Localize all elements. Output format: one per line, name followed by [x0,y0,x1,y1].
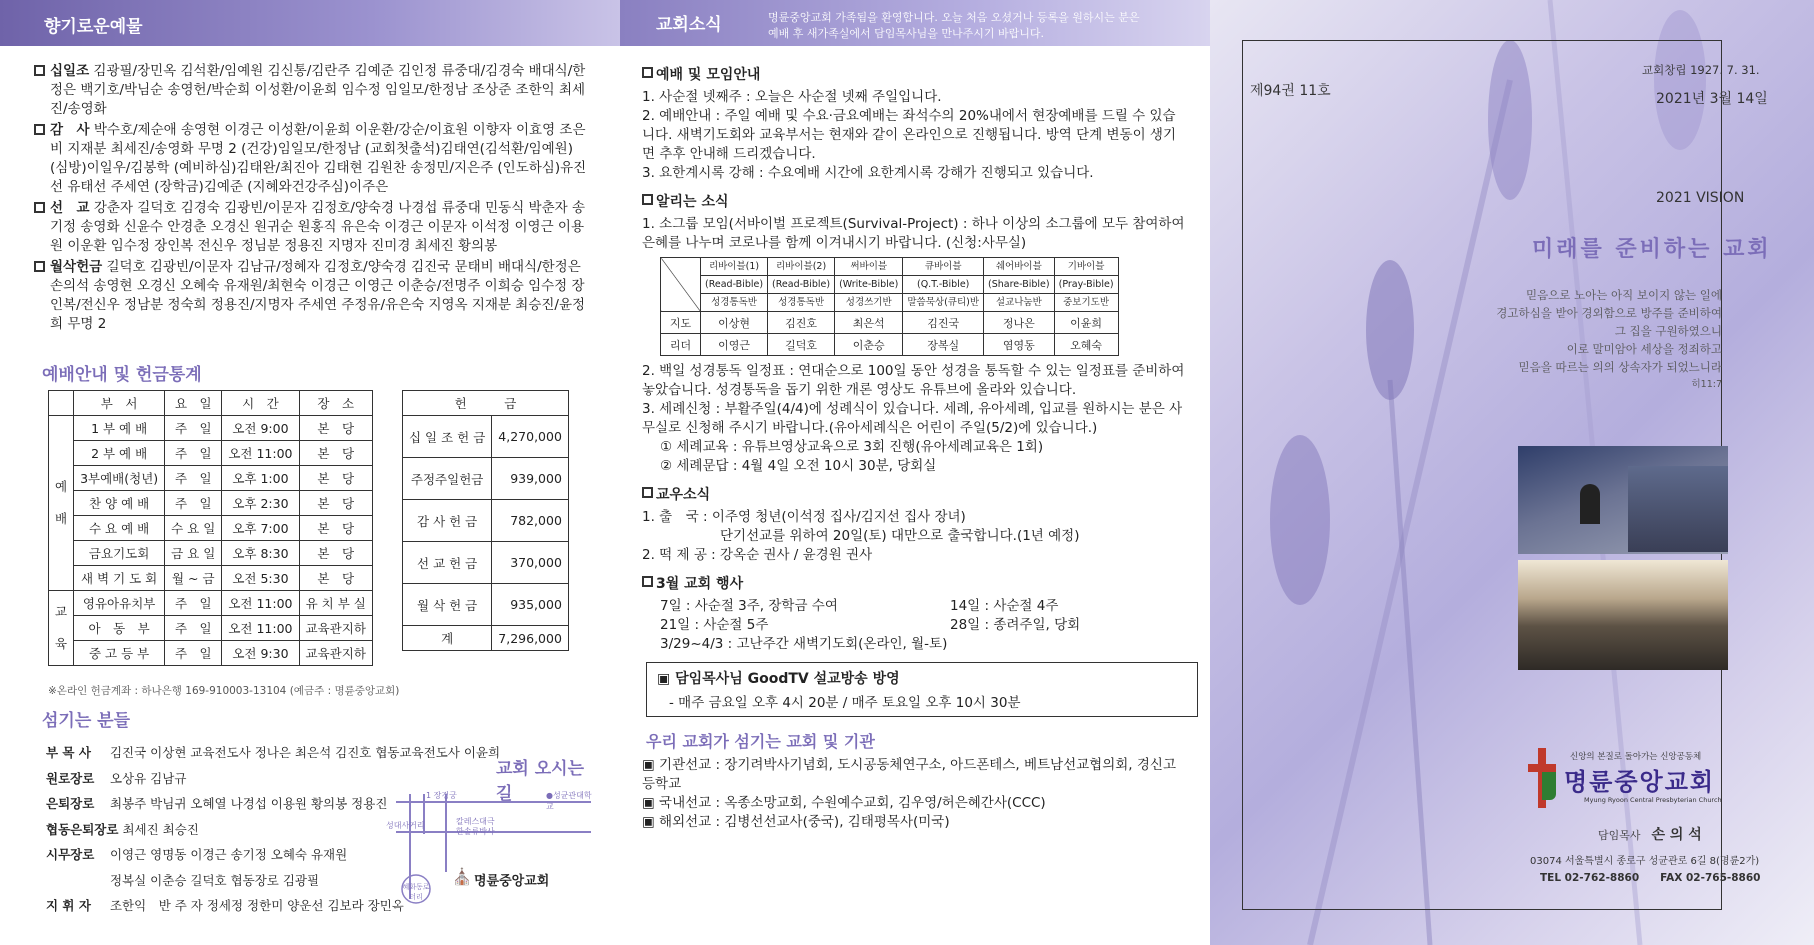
service-cell: 오전 11:00 [222,616,299,641]
offering-panel [0,0,620,945]
service-cell: 본 당 [299,466,372,491]
staff-names: 정복실 이춘승 길덕호 협동장로 김광필 [109,872,320,888]
map-church-label: 명륜중앙교회 [474,874,550,889]
issue-date: 2021년 3월 14일 [1656,91,1768,107]
service-cell: 주 일 [165,616,222,641]
item-departure: 1. 출 국 : 이주영 청년(이석정 집사/김지선 집사 장녀) [642,509,966,525]
pastor-info [1598,824,1702,844]
service-cell: 본 당 [299,491,372,516]
map-title: 교회 오시는 길 [496,759,585,804]
sg-sub-4: 말씀묵상(큐티)반 [903,294,984,312]
sg-eng-6: (Pray-Bible) [1054,276,1118,294]
pastor-label: 담임목사 [1598,829,1641,842]
service-cell: 수 요 예 배 [74,516,165,541]
verse-line-3: 그 집을 구원하였으니 [1614,324,1722,338]
staff-names: 오상유 김남규 [109,770,187,786]
section-members [620,484,1210,504]
service-cell: 월 ~ 금 [165,566,222,591]
sg-r1-c2: 김진호 [768,312,835,334]
service-cell: 금요기도회 [74,541,165,566]
item-baptism-qa: ② 세례문답 : 4월 4일 오전 10시 30분, 당회실 [660,458,937,474]
staff-role: 원로장로 [46,770,95,786]
item-worship-guide: 2. 예배안내 : 주일 예배 및 수요·금요예배는 좌석수의 20%내에서 현장예배를 드릴 수 있습니다. 새벽기도회와 교육부서는 현재와 같이 온라인으로 진행됩니다. 방역 단계 변동이 생기면 추후 안내해 드리겠습니다. [642,108,1177,162]
sg-head-1: 리바이블(1) [701,258,768,276]
news-header [620,0,1210,46]
item-lent: 1. 사순절 넷째주 : 오늘은 사순절 넷째 주일입니다. [642,89,942,105]
offering-header: 향기로운예물 [0,0,620,46]
service-cell: 주 일 [165,591,222,616]
offering-label: 십 일 조 헌 금 [403,416,492,458]
section-members-title: 교우소식 [656,487,711,503]
bible-verse [1442,286,1722,394]
church-icon: ⛪ [452,867,472,886]
mission-inst: ▣ 기관선교 : 장기려박사기념회, 도시공동체연구소, 아드폰테스, 베트남선교협의회, 경신고등학교 [642,757,1176,792]
service-row [49,466,373,491]
section-worship [620,64,1210,84]
service-cell: 주 일 [165,466,222,491]
service-cell: 교육관지하 [299,641,372,666]
service-cell: 찬 양 예 배 [74,491,165,516]
service-cell: 주 일 [165,491,222,516]
news-title: 교회소식 [656,15,722,35]
choir-figure [1628,466,1728,552]
church-name-en: Myung Ryoon Central Presbyterian Church [1584,796,1722,804]
service-cell: 아 동 부 [74,616,165,641]
offering-row [403,584,569,626]
item-small-group: 1. 소그룹 모임(서바이벌 프로젝트(Survival-Project) : 하나 이상의 소그룹에 모두 참여하여 은혜를 나누며 코로나를 함께 이겨내시기 바랍니다. (신청:사무실) [642,216,1185,251]
sg-r1-c6: 이윤희 [1054,312,1118,334]
service-cell: 오전 9:30 [222,641,299,666]
service-cell: 본 당 [299,541,372,566]
sg-r1-c5: 정나은 [984,312,1055,334]
account-note: ※온라인 헌금계좌 : 하나은행 169-910003-13104 (예금주 : 명륜중앙교회) [48,685,400,697]
goodtv-title: ▣ 담임목사님 GoodTV 설교방송 방영 [657,671,900,687]
sg-head-2: 리바이블(2) [768,258,835,276]
col-dept: 부 서 [74,391,165,416]
offering-item [0,258,620,334]
offering-names: 길덕호 김광빈/이문자 김남규/정혜자 김정호/양숙경 김진국 문태비 배대식/한정은 손의석 송영현 오경신 오혜숙 유재원/최현숙 이경근 이영근 이춘승/전명주 이희승 임수정 장인복/전신우 정남분 정숙희 정용진/지명자 주세연 주정유/유은숙 지영옥 지재분 최승진/윤정희 무명 2 [50,259,586,332]
sg-r2-c4: 장복실 [903,334,984,356]
service-cell: 본 당 [299,516,372,541]
service-cell: 금 요 일 [165,541,222,566]
offering-names: 김광필/장민옥 김석환/임예원 김신통/김란주 김예준 김인정 류중대/김경숙 배대식/한정은 백기호/박님순 송영헌/박순희 이성환/이윤희 임수정 임일모/한정남 조상준 조한익 최세진/송영화 [50,63,586,117]
service-cell: 주 일 [165,416,222,441]
offering-amount: 935,000 [492,584,569,626]
sg-r2-c5: 염영동 [984,334,1055,356]
service-group: 교 육 [49,591,74,666]
preacher-figure [1580,484,1600,524]
sg-sub-2: 성경통독반 [768,294,835,312]
fax: FAX 02-765-8860 [1660,872,1761,884]
service-cell: 새 벽 기 도 회 [74,566,165,591]
staff-names: 김진국 이상현 교육전도사 정나은 최은석 김진호 협동교육전도사 이윤희 [109,745,501,760]
sg-r1-c1: 이상현 [701,312,768,334]
offering-label: 계 [403,626,492,651]
offering-row [403,542,569,584]
goodtv-schedule: - 매주 금요일 오후 4시 20분 / 매주 토요일 오후 10시 30분 [669,695,1021,711]
offering-row [403,626,569,651]
sg-r1-label: 지도 [661,312,701,334]
service-cell: 오전 5:30 [222,566,299,591]
serve-title: 섬기는 분들 [42,711,131,731]
service-cell: 오전 11:00 [222,441,299,466]
offering-row [403,458,569,500]
event-14: 14일 : 사순절 4주 [950,598,1059,614]
sg-sub-1: 성경통독반 [701,294,768,312]
sg-head-4: 큐바이블 [903,258,984,276]
offering-category: 월삭헌금 [50,259,103,275]
map-label-cross: 성대사거리 [386,821,425,830]
goodtv-box [646,662,1198,717]
verse-line-2: 경고하심을 받아 경외함으로 방주를 준비하여 [1496,306,1722,320]
stats-title: 예배안내 및 헌금통계 [42,365,202,385]
staff-names: 최봉주 박님귀 오혜열 나경섭 이용원 황의봉 정용진 [109,796,388,811]
service-row [49,491,373,516]
mission-domestic-text: 국내선교 : 옥종소망교회, 수원예수교회, 김우영/허은혜간사(CCC) [659,795,1046,811]
service-row [49,591,373,616]
service-cell: 1 부 예 배 [74,416,165,441]
section-worship-title: 예배 및 모임안내 [656,67,761,83]
event-21: 21일 : 사순절 5주 [660,617,769,633]
service-cell: 본 당 [299,566,372,591]
service-row [49,616,373,641]
verse-line-5: 믿음을 따르는 의의 상속자가 되었느니라 [1518,360,1722,374]
section-events-title: 3월 교회 행사 [656,576,744,592]
offering-item [0,62,620,119]
staff-names: 최세진 최승진 [122,821,199,837]
events-row-2 [620,616,1210,635]
offer-head: 헌 금 [403,391,569,416]
offering-table [402,390,569,651]
offering-label: 월 삭 헌 금 [403,584,492,626]
map-label-univ: ●성균관대학교 [546,791,592,811]
sg-r2-label: 리더 [661,334,701,356]
sg-r2-c2: 길덕호 [768,334,835,356]
sg-r2-c6: 오혜숙 [1054,334,1118,356]
service-row [49,566,373,591]
service-cell: 오후 2:30 [222,491,299,516]
service-cell: 본 당 [299,441,372,466]
service-cell: 2 부 예 배 [74,441,165,466]
service-cell: 주 일 [165,441,222,466]
offering-label: 선 교 헌 금 [403,542,492,584]
service-table [48,390,373,666]
offering-item [0,121,620,197]
staff-names: 조한익 반 주 자 정세정 정한미 양운선 김보라 장민옥 [109,898,404,913]
mission-overseas: ▣ 해외선교 : 김병선선교사(중국), 김태평목사(미국) [642,814,950,830]
staff-names: 이영근 영명동 이경근 송기정 오혜숙 유재원 [109,847,348,862]
staff-role: 지 휘 자 [46,898,91,913]
service-row [49,416,373,441]
service-cell: 오후 1:00 [222,466,299,491]
service-cell: 오전 9:00 [222,416,299,441]
event-7: 7일 : 사순절 3주, 장학금 수여 [660,598,838,614]
welcome-line-1: 명륜중앙교회 가족됨을 환영합니다. 오늘 처음 오셨거나 등록을 원하시는 분은 [768,11,1140,24]
offering-amount: 939,000 [492,458,569,500]
pastor-name: 손 의 석 [1651,827,1702,843]
map-label-palace: 1 장경궁 [426,791,457,800]
offering-label: 감 사 헌 금 [403,500,492,542]
offering-list [0,62,620,334]
tel: TEL 02-762-8860 [1540,872,1640,884]
church-address: 03074 서울특별시 종로구 성균관로 6길 8(명륜2가) [1530,856,1760,867]
sg-eng-2: (Read-Bible) [768,276,835,294]
sg-eng-4: (Q.T.-Bible) [903,276,984,294]
contact-row [1540,870,1760,885]
sg-eng-1: (Read-Bible) [701,276,768,294]
sg-eng-5: (Share-Bible) [984,276,1055,294]
cover-panel [1210,0,1814,945]
welcome-line-2: 예배 후 새가족실에서 담임목사님을 만나주시기 바랍니다. [768,27,1045,40]
map-label-a: 칼레스대극 [456,817,495,826]
staff-role: 시무장로 [46,847,95,862]
sg-r2-c3: 이춘승 [835,334,903,356]
events-row-1 [620,597,1210,616]
church-name: 명륜중앙교회 [1564,768,1716,796]
service-cell: 주 일 [165,641,222,666]
sg-head-6: 기바이블 [1054,258,1118,276]
photo-congregation [1518,560,1728,670]
service-cell: 본 당 [299,416,372,441]
map-label-rotary: 혜화동로터리 [402,883,430,901]
vision-motto: 미래를 준비하는 교회 [1532,237,1772,262]
item-baptism-edu: ① 세례교육 : 유튜브영상교육으로 3회 진행(유아세례교육은 1회) [660,439,1044,455]
offering-category: 감 사 [50,122,90,138]
service-cell: 오전 11:00 [222,591,299,616]
mission-overseas-text: 해외선교 : 김병선선교사(중국), 김태평목사(미국) [659,814,950,830]
sg-head-3: 써바이블 [835,258,903,276]
service-row [49,516,373,541]
service-group: 예 배 [49,416,74,591]
sg-sub-5: 설교나눔반 [984,294,1055,312]
offering-amount: 370,000 [492,542,569,584]
offering-names: 강춘자 길덕호 김경숙 김광빈/이문자 김정호/양숙경 나경섭 류중대 민동식 박춘자 송기정 송영화 신윤수 안경춘 오경신 원귀순 원홍직 유은숙 이경근 이문자 이석정 이영근 이용원 이운환 임수정 장인복 전신우 정님분 정용진 지명자 진미경 최세진 황의봉 [50,200,586,254]
item-departure-detail: 단기선교를 위하여 20일(토) 대만으로 출국합니다.(1년 예정) [720,528,1080,544]
col-place: 장 소 [299,391,372,416]
cross-logo-icon [1528,748,1556,808]
service-row [49,541,373,566]
offering-label: 주정주일헌금 [403,458,492,500]
welcome-text [768,10,1140,42]
offering-names: 박수호/제순애 송영현 이경근 이성환/이윤희 이운환/강순/이효원 이향자 이효영 조은비 지재분 최세진/송영화 무명 2 (건강)임일모/한정남 (교회첫출석)김태연(김석환/임예원) (심방)이일우/김봉학 (예비하심)김태완/최진아 김태현 김원찬 송정민/지은주 (인도하심)유진선 유태선 주세연 (장학금)김예준 (지혜와건강주심)이주은 [50,122,587,195]
sg-head-5: 쉐어바이블 [984,258,1055,276]
offering-amount: 4,270,000 [492,416,569,458]
item-bible-reading: 2. 백일 성경통독 일정표 : 연대순으로 100일 동안 성경을 통독할 수 있는 일정표를 준비하여 놓았습니다. 성경통독을 돕기 위한 개론 영상도 유튜브에 올라와 있습니다. [642,363,1185,398]
sg-r2-c1: 이영근 [701,334,768,356]
item-revelation: 3. 요한계시록 강해 : 수요예배 시간에 요한계시록 강해가 진행되고 있습니다. [642,165,1094,181]
service-cell: 유 치 부 실 [299,591,372,616]
item-baptism: 3. 세례신청 : 부활주일(4/4)에 성례식이 있습니다. 세례, 유아세례, 입교를 원하시는 분은 사무실로 신청해 주시기 바랍니다.(유아세례식은 어린이 주일(5/2)에 있습니다.) [642,401,1183,436]
section-events [620,573,1210,593]
sg-eng-3: (Write-Bible) [835,276,903,294]
vision-label: 2021 VISION [1656,190,1745,206]
service-cell: 오후 8:30 [222,541,299,566]
staff-role: 부 목 사 [46,745,91,760]
col-day: 요 일 [165,391,222,416]
offering-category: 선 교 [50,200,90,216]
goodtv-title-text: 담임목사님 GoodTV 설교방송 방영 [675,671,900,687]
event-passion-week: 3/29~4/3 : 고난주간 새벽기도회(온라인, 월-토) [660,636,948,652]
service-row [49,641,373,666]
offering-row [403,500,569,542]
offering-amount: 7,296,000 [492,626,569,651]
event-28: 28일 : 종려주일, 당회 [950,617,1081,633]
service-cell: 오후 7:00 [222,516,299,541]
missions-title: 우리 교회가 섬기는 교회 및 기관 [646,732,875,751]
staff-role: 협동은퇴장로 [46,821,119,837]
news-panel [620,0,1210,945]
photo-sermon [1518,446,1728,554]
verse-ref: 히11:7 [1691,379,1722,390]
service-cell: 중 고 등 부 [74,641,165,666]
issue-number: 제94권 11호 [1250,83,1331,99]
offering-category: 십일조 [50,63,90,79]
service-row [49,441,373,466]
church-tagline: 신앙의 본질로 돌아가는 신앙공동체 [1570,752,1702,762]
verse-line-1: 믿음으로 노아는 아직 보이지 않는 일에 [1525,288,1722,302]
offering-item [0,199,620,256]
map-label-b: 한솔류박사 [456,827,495,836]
service-cell: 영유아유치부 [74,591,165,616]
section-notice [620,191,1210,211]
staff-role: 은퇴장로 [46,796,95,811]
small-group-table [660,257,1119,356]
service-cell: 수 요 일 [165,516,222,541]
sg-sub-3: 성경쓰기반 [835,294,903,312]
col-time: 시 간 [222,391,299,416]
mission-inst-text: 기관선교 : 장기려박사기념회, 도시공동체연구소, 아드폰테스, 베트남선교협의회, 경신고등학교 [642,757,1176,792]
sg-r1-c3: 최은석 [835,312,903,334]
sg-sub-6: 중보기도반 [1054,294,1118,312]
church-map [386,754,596,904]
item-rice-cake: 2. 떡 제 공 : 강옥순 권사 / 윤경원 권사 [642,547,873,563]
mission-domestic: ▣ 국내선교 : 옥종소망교회, 수원예수교회, 김우영/허은혜간사(CCC) [642,795,1046,811]
service-cell: 교육관지하 [299,616,372,641]
section-notice-title: 알리는 소식 [656,194,729,210]
service-cell: 3부예배(청년) [74,466,165,491]
founded-date: 교회창립 1927. 7. 31. [1642,63,1760,77]
offering-amount: 782,000 [492,500,569,542]
sg-r1-c4: 김진국 [903,312,984,334]
verse-line-4: 이로 말미암아 세상을 정죄하고 [1566,342,1722,356]
offering-row [403,416,569,458]
